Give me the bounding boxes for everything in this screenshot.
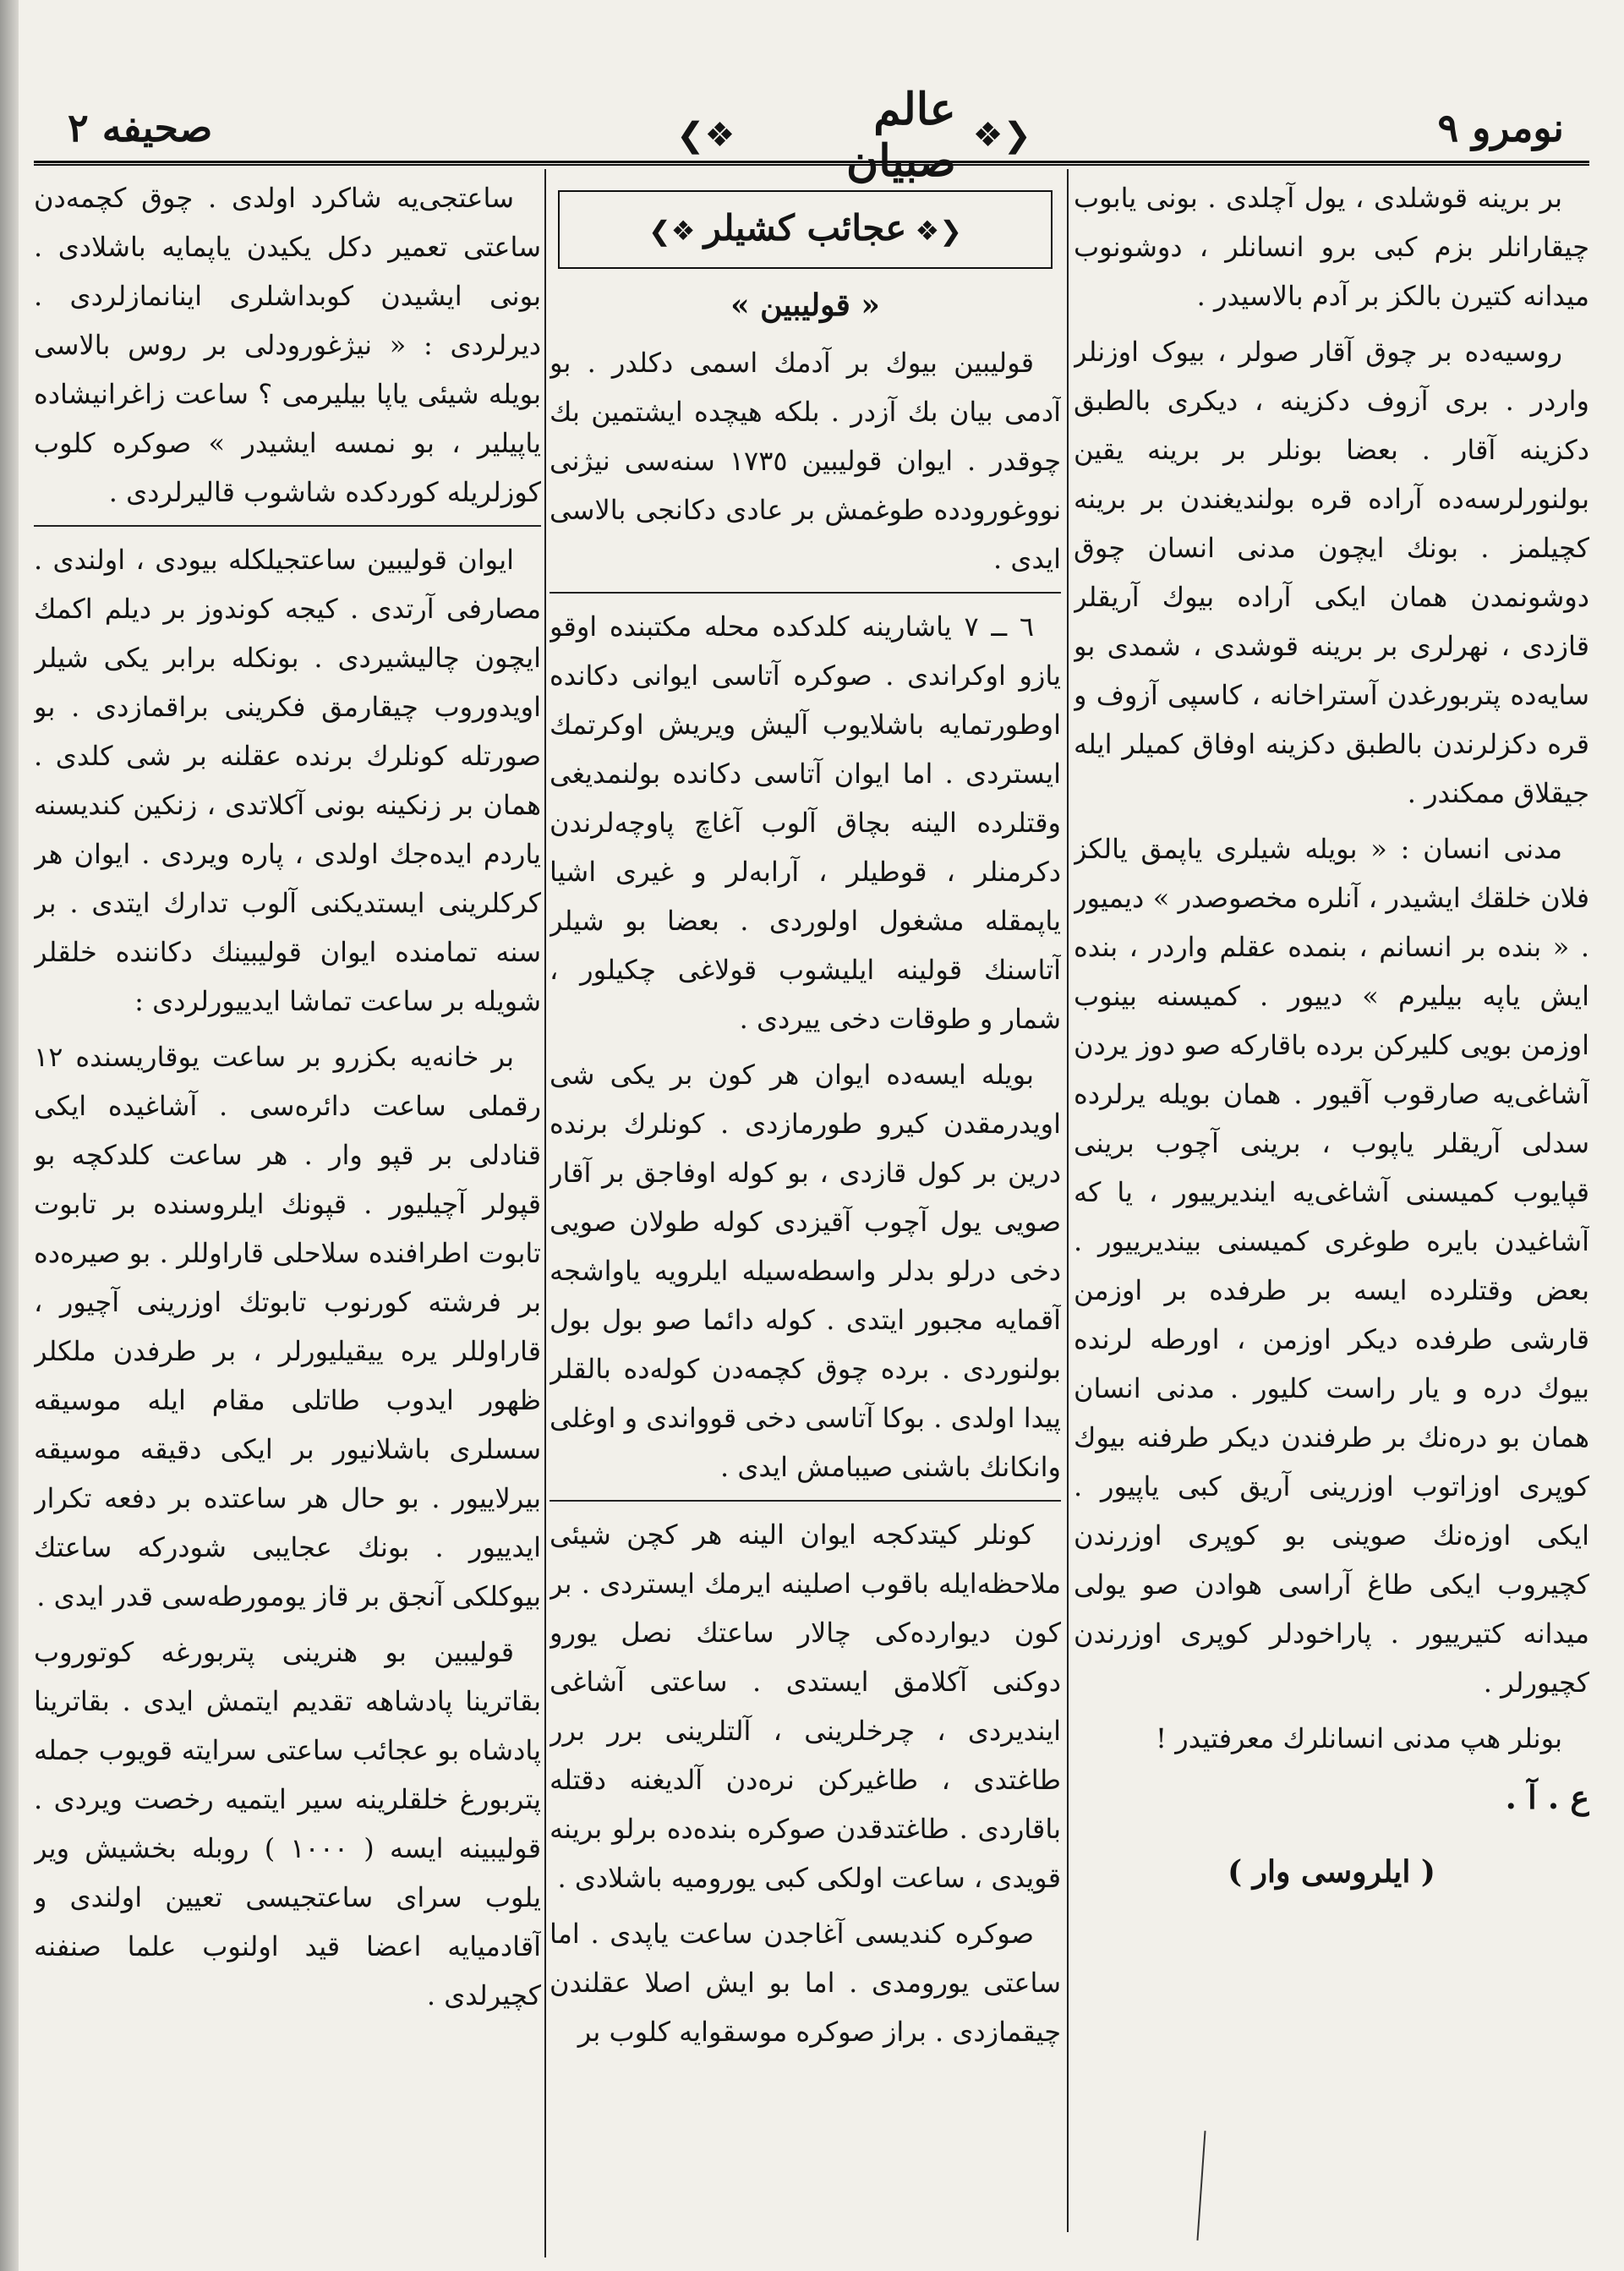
column-middle	[550, 173, 1061, 2262]
author-signature: ع . آ .	[1505, 1778, 1589, 1816]
ornament-right-icon: ❖❯	[648, 215, 696, 247]
ornament-right-icon: ❖❯	[972, 116, 1031, 155]
page-header	[34, 84, 1589, 187]
paragraph-divider	[34, 525, 541, 527]
paragraph: مدنی انسان : « بویله شیلری یاپمق یالکز فلان خلقك ایشیدر ، آنلره مخصوصدر » دیمیور . « بنده بر انسانم ، بنمده عقلم واردر ، بنده ایش یاپه بیلیرم » دییور . کمیسنه بینوب اوزمن بویی کلیرکن برده باقارکه صو دوز یردن آشاغی‌یه صارقوب آقیور . همان بویله یرلرده سدلی آریقلر یاپوب ، برینی آچوب برینی قپایوب کمیسنی آشاغی‌یه اینديریيور ، یا که آشاغیدن بایره طوغری کمیسنی بینديریيور . بعض وقتلرده ایسه بر طرفده بر اوزمن قارشی طرفده دیکر اوزمن ، اورطه لرنده بیوك دره و یار راست کلیور . مدنی انسان همان بو دره‌نك بر طرفندن دیکر طرفنه بیوك کوپری اوزاتوب اوزرینی آریق کبی یاپیور . ایکی اوزه‌نك صوینی بو کوپری اوزرندن کچیروب ایکی طاغ آراسی هوادن صو یولی میدانه کتیریيور . پاراخودلر کوپری اوزرندن کچیورلر .	[1074, 833, 1589, 1699]
page-number-label: صحیفه ٢	[68, 105, 213, 150]
paragraph: بونلر هپ مدنی انسانلرك معرفتیدر !	[1156, 1722, 1562, 1754]
column-divider	[544, 169, 546, 2257]
paragraph: ٦ ــ ٧ یاشارینه کلدکده محله مکتبنده اوقو یازو اوکراندی . صوکره آتاسی ایوانی دکانده اوطورتمایه باشلایوب آلیش ویریش اوکرتمك ایستردی . اما ایوان آتاسی دکانده بولنمدیغی وقتلرده الینه بچاق آلوب آغاچ پاوچه‌لرندن دکرمنلر ، قوطیلر ، آرابه‌لر و غیری اشیا یاپمقله مشغول اولوردی . بعضا بو شیلر آتاسنك قولینه ایلیشوب قولاغی چکیلور ، شمار و طوقات دخی ییردی .	[550, 610, 1061, 1035]
masthead	[676, 84, 1031, 187]
paragraph: قولیبین بیوك بر آدمك اسمی دکلدر . بو آدمی بیان بك آزدر . بلکه هیچده ایشتمین بك چوقدر . ایوان قولیبین ١٧٣٥ سنه‌سی نیژنی نووغورودده طوغمش بر عادی دکانجی بالاسی ایدی .	[550, 347, 1061, 575]
newspaper-title: عالم صبیان	[846, 84, 956, 187]
section-header-box	[558, 190, 1053, 269]
paragraph: کونلر کیتدکجه ایوان الینه هر کچن شیئی ملاحظه‌ایله باقوب اصلینه ایرمك ایستردی . بر کون دیوارده‌کی چالار ساعتك نصل یورو دوکنی آکلامق ایستدی . ساعتی آشاغی ایندیردی ، چرخلرینی ، آلتلرینی برر برر طاغتدی ، طاغیرکن نره‌دن آلدیغنه دقتله باقاردی . طاغتدقدن صوکره بنده‌ده برلو برینه قویدی ، ساعت اولکی کبی یورومیه باشلادی .	[550, 1519, 1061, 1894]
column-right	[1074, 173, 1589, 2219]
paragraph: بر برینه قوشلدی ، یول آچلدی . بونی یابوب چیقارانلر بزم کبی برو انسانلر ، دوشونوب میدانه کتیرن بالکز بر آدم بالاسیدر .	[1074, 182, 1589, 312]
article-subhead: « قولیبین »	[730, 287, 880, 323]
paragraph: صوکره کندیسی آغاجدن ساعت یاپدی . اما ساعتی یورومدی . اما بو ایش اصلا عقلندن چیقمازدی . براز صوکره موسقوایه کلوب بر	[550, 1918, 1061, 2048]
ornament-left-icon: ❮❖	[676, 116, 735, 155]
paragraph-divider	[550, 592, 1061, 594]
section-title: عجائب کشیلر	[703, 207, 907, 249]
continued-note: ( ایلروسی وار )	[1228, 1854, 1435, 1890]
paragraph: بر خانه‌یه بکزرو بر ساعت یوقاریسنده ١٢ رقملی ساعت دائره‌سی . آشاغیده ایکی قنادلی بر قپو وار . هر ساعت کلدکچه بو قپولر آچیلیور . قپونك ایلروسنده بر تابوت تابوت اطرافنده سلاحلی قاراوللر . بو صیره‌ده بر فرشته کورنوب تابوتك اوزرینی آچیور ، قاراوللر یره ییقیلیورلر ، بر طرفدن ملکلر ظهور ایدوب طاتلی مقام ایله موسیقه سسلری باشلانیور بر ایکی دقیقه موسیقه بیرلاییور . بو حال هر ساعتده بر دفعه تکرار ایدییور . بونك عجایبی شودرکه ساعتك بیوکلکی آنجق بر قاز یومورطه‌سی قدر ایدی .	[34, 1041, 541, 1612]
issue-number-label: نومرو ٩	[1437, 105, 1564, 150]
paragraph: بویله ایسه‌ده ایوان هر کون بر یکی شی اویدرمقدن کیرو طورمازدی . کونلرك برنده درین بر کول قازدی ، بو کوله اوفاجق بر آقار صویی یول آچوب آقیزدی کوله طولان صویی دخی درلو بدلر واسطه‌سیله ایلرویه یاواشجه آقمایه مجبور ایتدی . کوله دائما صو بول بول بولنوردی . برده چوق کچمه‌دن کوله‌ده بالقلر پیدا اولدی . بوکا آتاسی دخی قوواندی و اوغلی وانکانك باشنی صیبامش ایدی .	[550, 1059, 1061, 1483]
paragraph: ایوان قولیبین ساعتجیلکله بیودی ، اولندی . مصارفی آرتدی . کیجه کوندوز بر دیلم اکمك ایچون چالیشیردی . بونکله برابر یکی شیلر اویدوروب چیقارمق فکرینی براقمازدی . بو صورتله کونلرك برنده عقلنه بر شی کلدی . همان بر زنکینه بونی آکلاتدی ، زنکین کندیسنه یاردم ایده‌جك اولدی ، پاره ویردی . ایوان هر کرکلرینی ایستدیکنی آلوب تدارك ایتدی . بر سنه تمامنده ایوان قولیبینك دکاننده خلقلر شویله بر ساعت تماشا ایدییورلردی :	[34, 544, 541, 1017]
paragraph: ساعتجی‌یه شاکرد اولدی . چوق کچمه‌دن ساعتی تعمیر دکل یکیدن یاپمایه باشلادی . بونی ایشیدن کوبداشلری اینانمازلردی . دیرلردی : « نیژغورودلی بر روس بالاسی بویله شیئی یاپا بیلیرمی ؟ ساعت زاغرانیشاده یاپیلیر ، بو نمسه ایشیدر » صوکره کلوب کوزلریله کوردکده شاشوب قالیرلردی .	[34, 182, 541, 508]
paragraph: روسیه‌ده بر چوق آقار صولر ، بیوک اوزنلر واردر . بری آزوف دکزینه ، دیکری بالطبق دکزینه آقار . بعضا بونلر بر برینه یقین بولنورلرسه‌ده آراده قره بولندیغندن بر برینه کچیلمز . بونك ایچون مدنی انسان چوق دوشونمدن همان ایکی آراده بیوك آریقلر قازدی ، نهرلری بر برینه قوشدی ، شمدی بو سایه‌ده پتربورغدن آستراخانه ، کاسپی آزوف و قره دکزلرندن بالطبق دکزینه اوفاق کمیلر ایله جیقلاق ممکندر .	[1074, 336, 1589, 809]
paragraph-divider	[550, 1500, 1061, 1502]
header-rule	[34, 161, 1589, 166]
ornament-left-icon: ❮❖	[915, 215, 963, 247]
paragraph: قولیبین بو هنرینی پتربورغه کوتوروب بقاترینا پادشاهه تقدیم ایتمش ایدی . بقاترینا پادشاه بو عجائب ساعتی سرایته قویوب جمله پتربورغ خلقلرینه سیر ایتمیه رخصت ویردی . قولیبینه ایسه ( ١٠٠٠ ) روبله بخشیش ویر یلوب سرای ساعتجیسی تعیین اولندی و آقادمیایه اعضا قید اولنوب علما صنفنه کچیرلدی .	[34, 1636, 541, 2011]
column-divider	[1067, 169, 1069, 2232]
column-left	[34, 173, 541, 2262]
page-edge-shadow	[0, 0, 19, 2271]
